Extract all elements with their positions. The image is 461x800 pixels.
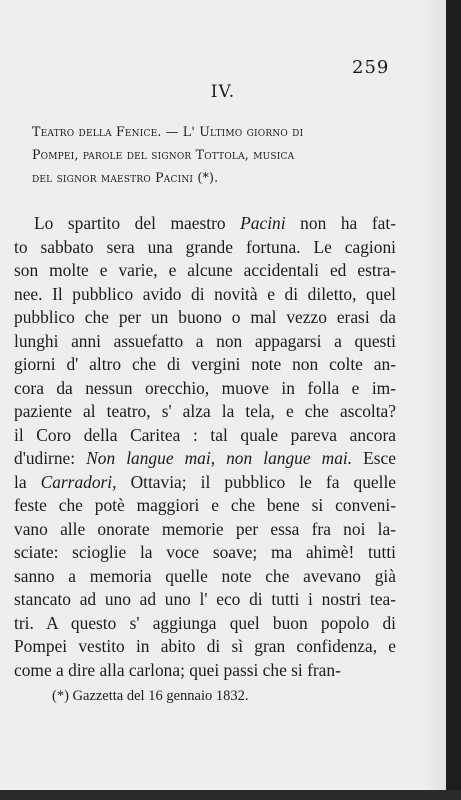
body-line bbox=[14, 565, 396, 589]
italic-text: Non langue mai, non langue mai. bbox=[86, 448, 353, 468]
text-run: giorni d' altro che di vergini note non colte an- bbox=[14, 354, 396, 374]
body-line bbox=[14, 588, 396, 612]
body-line bbox=[14, 212, 396, 236]
text-run: son molte e varie, e alcune accidentali ed estra- bbox=[14, 260, 396, 280]
text-run: d'udirne: bbox=[14, 448, 87, 468]
text-run: to sabbato sera una grande fortuna. Le cagioni bbox=[14, 236, 396, 257]
heading-line: Teatro della Fenice. — L' Ultimo giorno di bbox=[32, 124, 304, 139]
text-run: Pompei vestito in abito di sì gran confidenza, e bbox=[14, 636, 396, 656]
body-line bbox=[14, 635, 396, 659]
article-heading bbox=[32, 120, 392, 189]
body-line bbox=[14, 612, 396, 636]
page-edge-shadow bbox=[446, 0, 461, 800]
text-run: nee. Il pubblico avido di novità e di diletto, quel bbox=[14, 283, 396, 304]
body-text bbox=[14, 212, 396, 682]
text-run: stancato ad uno ad uno l' eco di tutti i nostri tea- bbox=[14, 589, 396, 609]
text-run: feste che potè maggiori e che bene si conveni- bbox=[14, 495, 396, 515]
page-bottom-edge bbox=[0, 790, 461, 800]
body-line bbox=[14, 400, 396, 424]
footnote: (*) Gazzetta del 16 gennaio 1832. bbox=[52, 688, 249, 704]
body-line bbox=[14, 541, 396, 565]
body-line bbox=[14, 447, 396, 471]
text-run: cora da nessun orecchio, muove in folla e im- bbox=[14, 377, 396, 398]
heading-line: del signor maestro Pacini (*). bbox=[32, 170, 219, 185]
body-line bbox=[14, 518, 396, 542]
body-line bbox=[14, 659, 396, 683]
text-run: sciate: scioglie la voce soave; ma ahimè! tutti bbox=[14, 542, 396, 562]
text-run: non ha fat- bbox=[285, 213, 396, 233]
section-numeral: IV. bbox=[210, 82, 236, 102]
body-line bbox=[14, 283, 396, 307]
text-run: vano alle onorate memorie per essa fra noi la- bbox=[14, 518, 396, 539]
text-run: Lo spartito del maestro bbox=[34, 213, 241, 233]
text-run: la bbox=[14, 471, 41, 492]
text-run: il Coro della Caritea : tal quale pareva ancora bbox=[14, 424, 396, 445]
italic-text: Carradori, bbox=[40, 471, 117, 492]
text-run: lunghi anni assuefatto a non appagarsi a questi bbox=[14, 330, 396, 351]
body-line bbox=[14, 424, 396, 448]
body-line bbox=[14, 377, 396, 401]
text-run: Esce bbox=[352, 448, 396, 468]
text-run: tri. A questo s' aggiunga quel buon popolo di bbox=[14, 612, 396, 633]
body-line bbox=[14, 494, 396, 518]
body-line bbox=[14, 236, 396, 260]
text-run: Ottavia; il pubblico le fa quelle bbox=[116, 471, 396, 492]
body-line bbox=[14, 330, 396, 354]
heading-line: Pompei, parole del signor Tottola, musica bbox=[32, 147, 295, 162]
text-run: sanno a memoria quelle note che avevano già bbox=[14, 565, 396, 586]
body-line bbox=[14, 259, 396, 283]
body-line bbox=[14, 353, 396, 377]
body-line bbox=[14, 306, 396, 330]
italic-text: Pacini bbox=[240, 213, 286, 233]
page-number: 259 bbox=[352, 57, 390, 78]
text-run: paziente al teatro, s' alza la tela, e che ascolta? bbox=[14, 401, 396, 421]
text-run: pubblico che per un buono o mal vezzo erasi da bbox=[14, 307, 396, 327]
body-line bbox=[14, 471, 396, 495]
text-run: come a dire alla carlona; quei passi che si fran- bbox=[14, 659, 341, 680]
